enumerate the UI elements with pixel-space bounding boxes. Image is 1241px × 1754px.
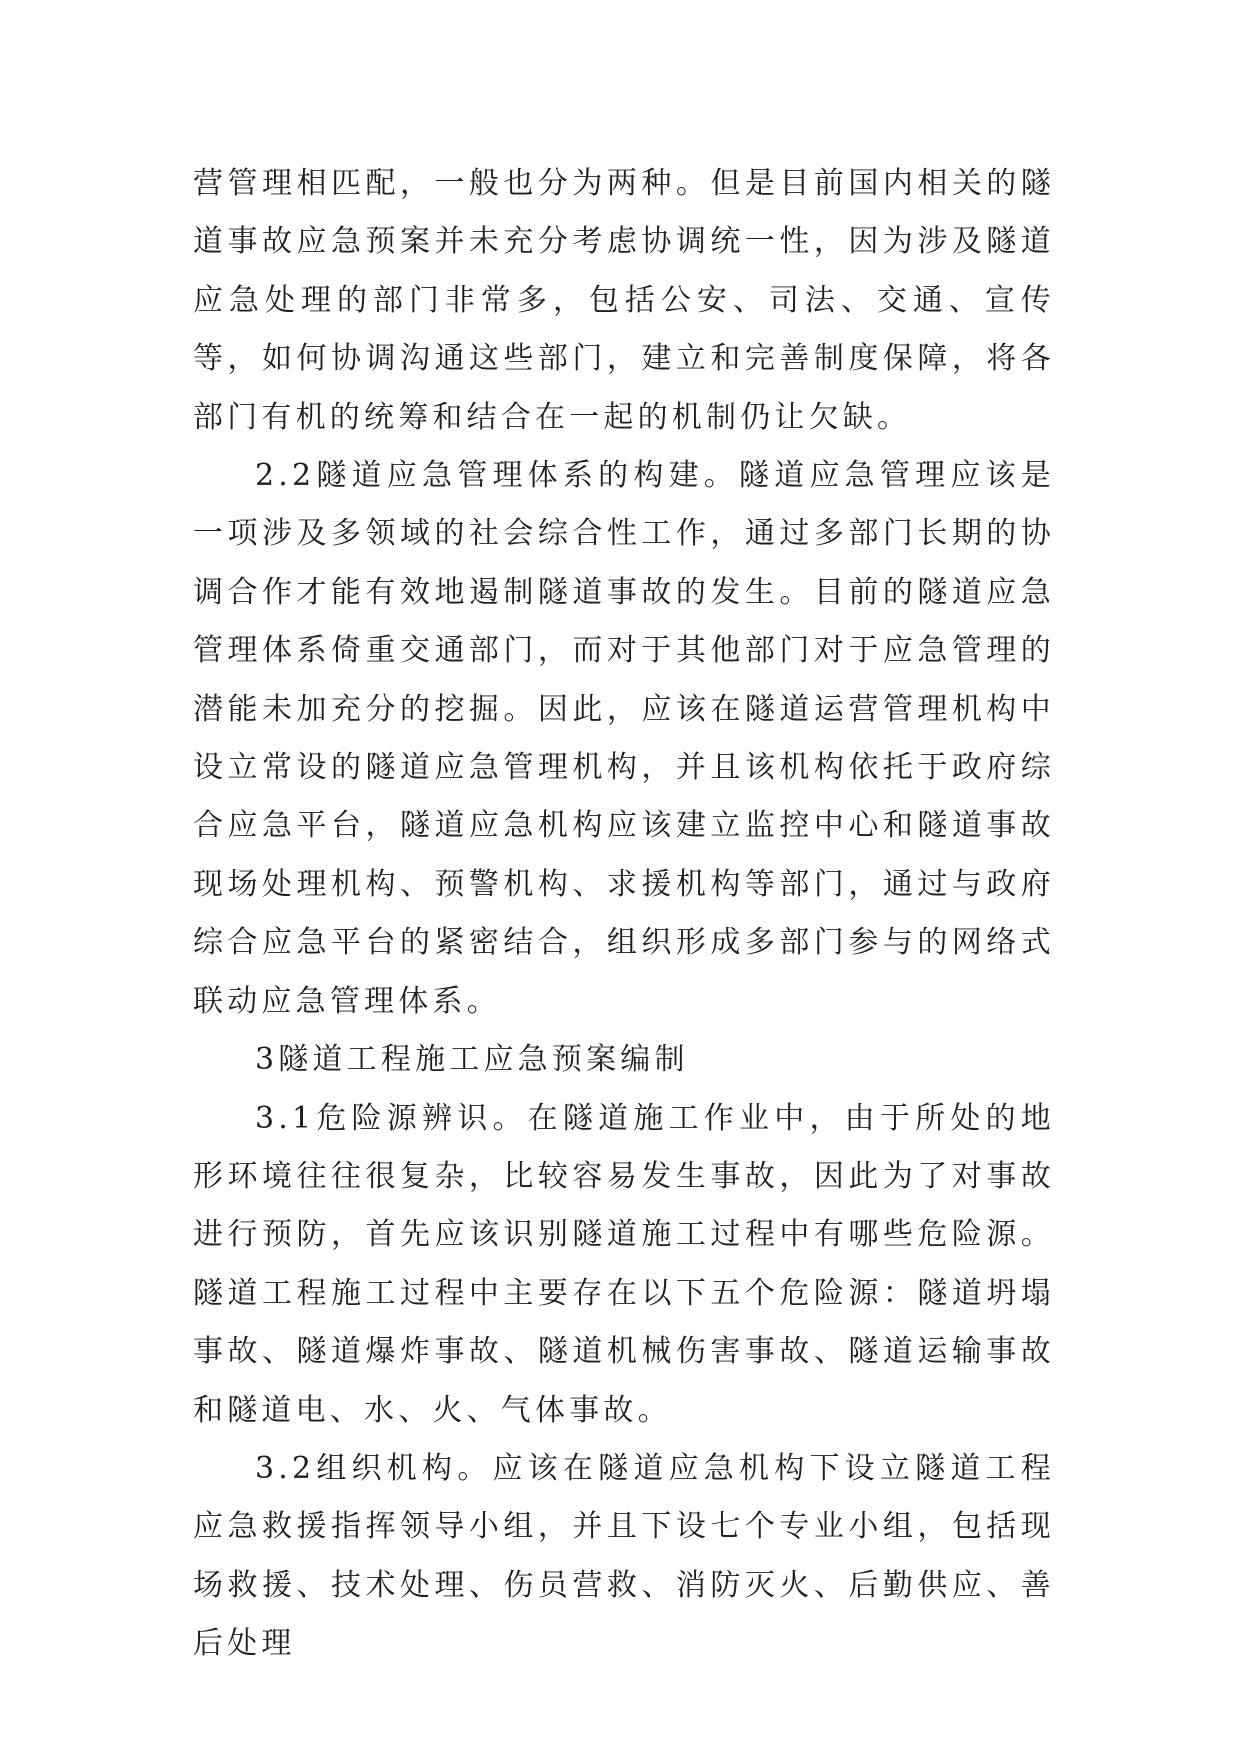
paragraph-section-2-2: 2.2隧道应急管理体系的构建。隧道应急管理应该是一项涉及多领域的社会综合性工作，通过多部门长期的协调合作才能有效地遏制隧道事故的发生。目前的隧道应急管理体系倚重交通部门，而对于其他部门对于应急管理的潜能未加充分的挖掘。因此，应该在隧道运营管理机构中设立常设的隧道应急管理机构，并且该机构依托于政府综合应急平台，隧道应急机构应该建立监控中心和隧道事故现场处理机构、预警机构、求援机构等部门，通过与政府综合应急平台的紧密结合，组织形成多部门参与的网络式联动应急管理体系。 (193, 458, 1055, 1019)
paragraph-section-3-2: 3.2组织机构。应该在隧道应急机构下设立隧道工程应急救援指挥领导小组，并且下设七个专业小组，包括现场救援、技术处理、伤员营救、消防灭火、后勤供应、善后处理 (193, 1450, 1055, 1662)
section-heading-3: 3隧道工程施工应急预案编制 (255, 1042, 689, 1078)
document-body (193, 155, 1055, 1674)
paragraph-section-3-1: 3.1危险源辨识。在隧道施工作业中，由于所处的地形环境往往很复杂，比较容易发生事故，因此为了对事故进行预防，首先应该识别隧道施工过程中有哪些危险源。隧道工程施工过程中主要存在以下五个危险源：隧道坍塌事故、隧道爆炸事故、隧道机械伤害事故、隧道运输事故和隧道电、水、火、气体事故。 (193, 1100, 1055, 1428)
paragraph-continuation: 营管理相匹配，一般也分为两种。但是目前国内相关的隧道事故应急预案并未充分考虑协调统一性，因为涉及隧道应急处理的部门非常多，包括公安、司法、交通、宣传等，如何协调沟通这些部门，建立和完善制度保障，将各部门有机的统筹和结合在一起的机制仍让欠缺。 (193, 166, 1055, 435)
